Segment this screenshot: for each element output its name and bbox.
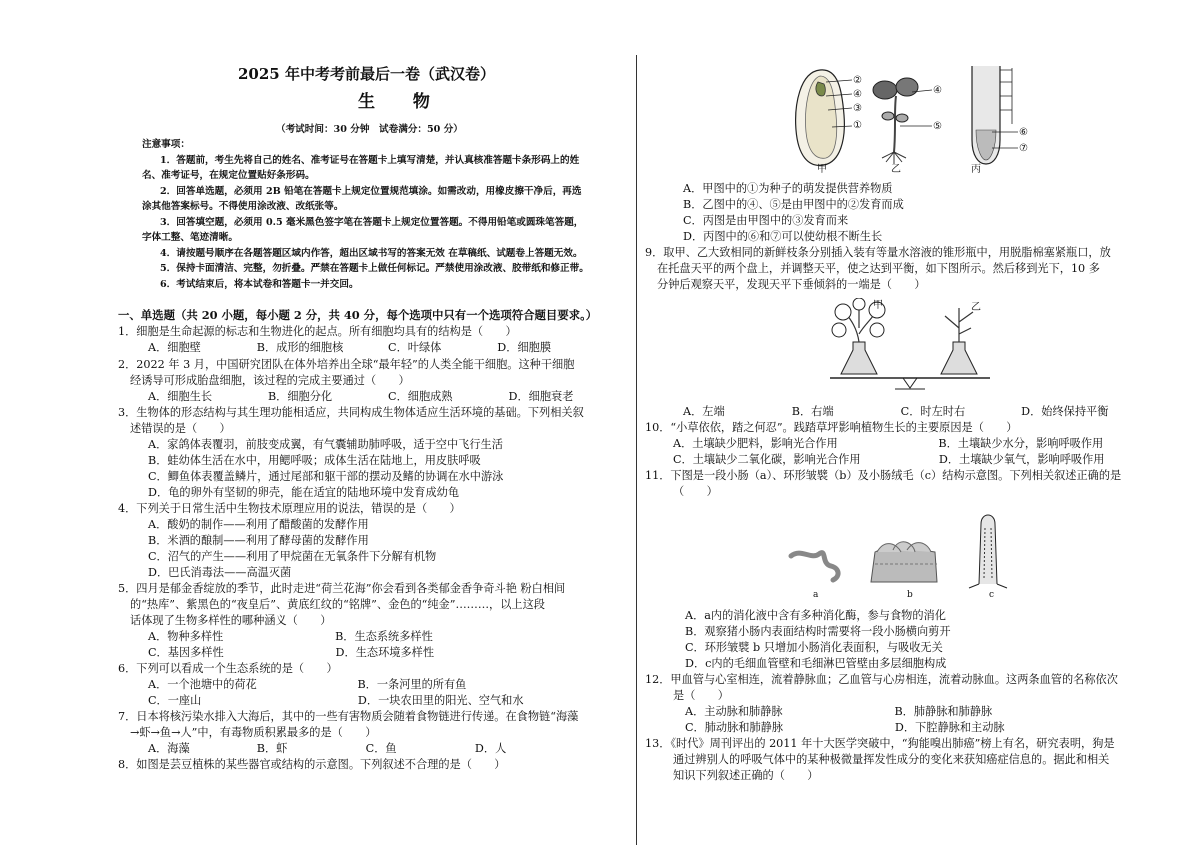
- option: B．乙图中的④、⑤是由甲图中的②发育而成: [683, 198, 904, 211]
- option: A．酸奶的制作——利用了醋酸菌的发酵作用: [148, 518, 369, 531]
- options-9: A．左端 B．右端 C．时左时右 D．始终保持平衡: [683, 405, 1109, 418]
- marker-2: ②: [853, 75, 862, 86]
- option: A．主动脉和肺静脉 B．肺静脉和肺静脉: [685, 705, 993, 718]
- subject-title: 生 物: [358, 92, 446, 112]
- figure-11-label-a: a: [813, 590, 819, 600]
- marker-4b: ④: [933, 85, 942, 96]
- option: D．丙图中的⑥和⑦可以使幼根不断生长: [683, 230, 883, 243]
- column-divider: [636, 55, 637, 845]
- question-5: 5．四月是郁金香绽放的季节，此时走进“荷兰花海”你会看到各类郁金香争奇斗艳 粉白相间: [118, 582, 566, 595]
- figure-8-label-yi: 乙: [891, 164, 901, 175]
- option: C．环形皱襞 b 只增加小肠消化表面积，与吸收无关: [685, 641, 943, 654]
- section-heading: 一、单选题（共 20 小题，每小题 2 分，共 40 分，每个选项中只有一个选项符合题目要求。）: [118, 308, 598, 322]
- option: A．一个池塘中的荷花 B．一条河里的所有鱼: [148, 678, 467, 691]
- option: A．物种多样性 B．生态系统多样性: [148, 630, 433, 643]
- option: C．沼气的产生——利用了甲烷菌在无氧条件下分解有机物: [148, 550, 437, 563]
- options-2: A．细胞生长 B．细胞分化 C．细胞成熟 D．细胞衰老: [148, 390, 574, 403]
- option: B．蛙幼体生活在水中，用鳃呼吸；成体生活在陆地上，用皮肤呼吸: [148, 454, 481, 467]
- question-3: 3．生物体的形态结构与其生理功能相适应，共同构成生物体适应生活环境的基础。下列相关叙: [118, 406, 584, 419]
- question-5-line: 的“热库”、紫黑色的“夜皇后”、黄底红纹的“铭牌”、金色的“纯金”………，以上这段: [130, 598, 545, 611]
- figure-9-balance: [825, 298, 995, 398]
- question-7-line: →虾→鱼→人”中，有毒物质积累最多的是（ ）: [130, 726, 377, 739]
- option: D．龟的卵外有坚韧的卵壳，能在适宜的陆地环境中发育成幼龟: [148, 486, 460, 499]
- note-line: 4．请按题号顺序在各题答题区域内作答，超出区域书写的答案无效 在草稿纸、试题卷上答题无效。: [160, 248, 583, 259]
- question-7: 7．日本将核污染水排入大海后，其中的一些有害物质会随着食物链进行传递。在食物链“海藻: [118, 710, 579, 723]
- option: B．观察猪小肠内表面结构时需要将一段小肠横向剪开: [685, 625, 951, 638]
- note-line: 2．回答单选题，必须用 2B 铅笔在答题卡上规定位置规范填涂。如需改动，用橡皮擦干净后，再选: [160, 186, 582, 197]
- option: C．土壤缺少二氧化碳，影响光合作用 D．土壤缺少氧气，影响呼吸作用: [673, 453, 1105, 466]
- question-11: 11．下图是一段小肠（a）、环形皱襞（b）及小肠绒毛（c）结构示意图。下列相关叙述正确的是: [645, 469, 1122, 482]
- figure-11-label-b: b: [907, 590, 913, 600]
- figure-11-intestine: [785, 508, 1015, 594]
- question-12: 12．甲血管与心室相连，流着静脉血；乙血管与心房相连，流着动脉血。这两条血管的名称依次: [645, 673, 1118, 686]
- options-7: A．海藻 B．虾 C．鱼 D．人: [148, 742, 507, 755]
- option: D．巴氏消毒法——高温灭菌: [148, 566, 292, 579]
- note-line: 3．回答填空题，必须用 0.5 毫米黑色签字笔在答题卡上规定位置答题。不得用铅笔或圆珠笔答题，: [160, 217, 584, 228]
- question-9-line: 分钟后观察天平，发现天平下垂倾斜的一端是（ ）: [657, 278, 926, 291]
- question-11-line: （ ）: [673, 485, 718, 498]
- option: C．丙图是由甲图中的③发育而来: [683, 214, 849, 227]
- exam-title: 2025 年中考考前最后一卷（武汉卷）: [238, 65, 495, 83]
- question-13-line: 通过辨别人的呼吸气体中的某种极微量挥发性成分的变化来获知癌症信息的。据此和相关: [673, 753, 1110, 766]
- question-9: 9．取甲、乙大致相同的新鲜枝条分别插入装有等量水溶液的锥形瓶中，用脱脂棉塞紧瓶口，放: [645, 246, 1111, 259]
- figure-9-label-yi: 乙: [971, 302, 981, 313]
- figure-8-label-bing: 丙: [971, 164, 981, 175]
- marker-5: ⑤: [933, 121, 942, 132]
- question-13-line: 知识下列叙述正确的（ ）: [673, 769, 819, 782]
- question-12-line: 是（ ）: [673, 689, 729, 702]
- question-8: 8．如图是芸豆植株的某些器官或结构的示意图。下列叙述不合理的是（ ）: [118, 758, 506, 771]
- figure-9-label-jia: 甲: [873, 300, 883, 311]
- marker-4: ④: [853, 89, 862, 100]
- question-4: 4．下列关于日常生活中生物技术原理应用的说法，错误的是（ ）: [118, 502, 461, 515]
- option: C．肺动脉和肺静脉 D．下腔静脉和主动脉: [685, 721, 1005, 734]
- question-3-line: 述错误的是（ ）: [130, 422, 231, 435]
- question-10: 10．“小草依依，踏之何忍”。践踏草坪影响植物生长的主要原因是（ ）: [645, 421, 1018, 434]
- question-5-line: 话体现了生物多样性的哪种涵义（ ）: [130, 614, 332, 627]
- question-6: 6．下列可以看成一个生态系统的是（ ）: [118, 662, 338, 675]
- question-1: 1．细胞是生命起源的标志和生物进化的起点。所有细胞均具有的结构是（ ）: [118, 325, 517, 338]
- question-2-line: 经诱导可形成胎盘细胞，该过程的完成主要通过（ ）: [130, 374, 410, 387]
- option: C．基因多样性 D．生态环境多样性: [148, 646, 435, 659]
- question-2: 2．2022 年 3 月，中国研究团队在体外培养出全球“最年轻”的人类全能干细胞。这种干细胞: [118, 358, 575, 371]
- note-line: 名、准考证号，在规定位置贴好条形码。: [142, 170, 315, 181]
- option: A．a内的消化液中含有多种消化酶，参与食物的消化: [685, 609, 946, 622]
- marker-1: ①: [853, 120, 862, 131]
- note-line: 5．保持卡面清洁、完整，勿折叠。严禁在答题卡上做任何标记。严禁使用涂改液、胶带纸和修正带。: [160, 263, 589, 274]
- marker-3: ③: [853, 103, 862, 114]
- options-1: A．细胞壁 B．成形的细胞核 C．叶绿体 D．细胞膜: [148, 341, 552, 354]
- figure-8-label-jia: 甲: [817, 164, 827, 175]
- note-line: 涂其他答案标号。不得使用涂改液、改纸张等。: [142, 201, 344, 212]
- marker-7: ⑦: [1019, 143, 1028, 154]
- option: C．鲫鱼体表覆盖鳞片，通过尾部和躯干部的摆动及鳍的协调在水中游泳: [148, 470, 504, 483]
- note-line: 字体工整、笔迹清晰。: [142, 232, 238, 243]
- option: A．家鸽体表覆羽，前肢变成翼，有气囊辅助肺呼吸，适于空中飞行生活: [148, 438, 503, 451]
- exam-time-info: （考试时间：30 分钟 试卷满分：50 分）: [276, 124, 463, 135]
- question-13: 13．《时代》周刊评出的 2011 年十大医学突破中，“狗能嗅出肺癌”榜上有名，研究表明，狗是: [645, 737, 1115, 750]
- option: A．甲图中的①为种子的萌发提供营养物质: [683, 182, 893, 195]
- option: C．一座山 D．一块农田里的阳光、空气和水: [148, 694, 524, 707]
- option: B．米酒的酿制——利用了酵母菌的发酵作用: [148, 534, 369, 547]
- figure-11-label-c: c: [989, 590, 995, 600]
- figure-8-plant-structures: [790, 60, 1030, 176]
- marker-6: ⑥: [1019, 127, 1028, 138]
- option: A．土壤缺少肥料，影响光合作用 B．土壤缺少水分，影响呼吸作用: [673, 437, 1104, 450]
- notes-heading: 注意事项：: [142, 139, 190, 150]
- note-line: 6．考试结束后，将本试卷和答题卡一并交回。: [160, 279, 359, 290]
- question-9-line: 在托盘天平的两个盘上，并调整天平，使之达到平衡，如下图所示。然后移到光下，10 多: [657, 262, 1100, 275]
- option: D．c内的毛细血管壁和毛细淋巴管壁由多层细胞构成: [685, 657, 947, 670]
- note-line: 1．答题前，考生先将自己的姓名、准考证号在答题卡上填写清楚，并认真核准答题卡条形码上的姓: [160, 155, 580, 166]
